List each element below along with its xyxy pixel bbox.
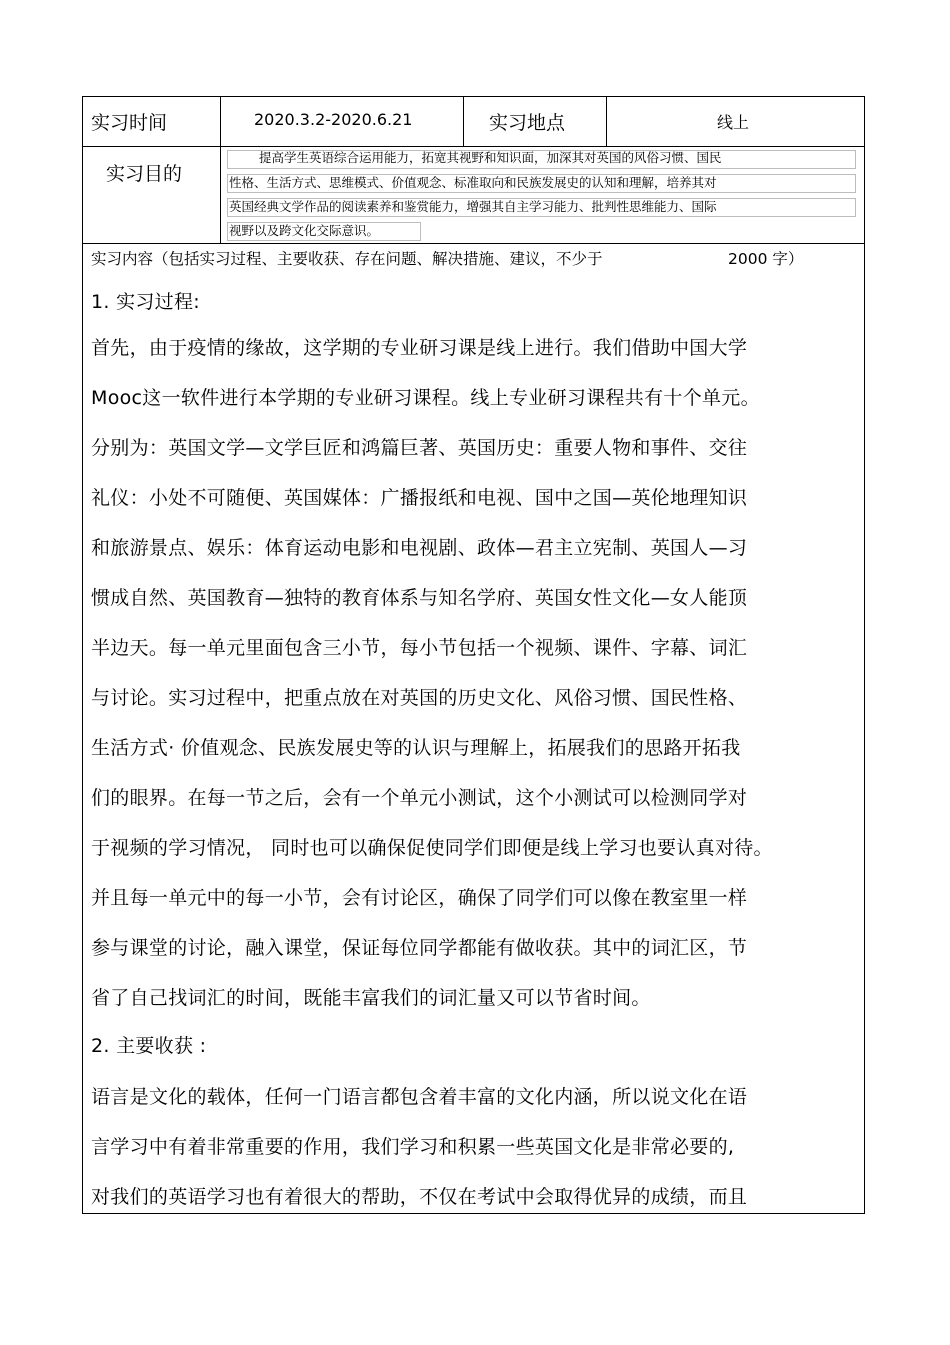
content-line: 于视频的学习情况， 同时也可以确保促使同学们即便是线上学习也要认真对待。 xyxy=(91,837,773,859)
row-divider xyxy=(83,146,864,147)
content-line: 省了自己找词汇的时间，既能丰富我们的词汇量又可以节省时间。 xyxy=(91,987,651,1009)
internship-place-label: 实习地点 xyxy=(489,112,566,134)
purpose-text-line: 性格、生活方式、思维模式、价值观念、标准取向和民族发展史的认知和理解，培养其对 xyxy=(229,175,717,190)
content-line: Mooc这一软件进行本学期的专业研习课程。线上专业研习课程共有十个单元。 xyxy=(91,387,760,409)
content-line: 并且每一单元中的每一小节，会有讨论区，确保了同学们可以像在教室里一样 xyxy=(91,887,748,909)
content-word-count: 2000 字） xyxy=(728,250,804,268)
content-line: 生活方式· 价值观念、民族发展史等的认识与理解上，拓展我们的思路开拓我 xyxy=(91,737,741,759)
content-line: 半边天。每一单元里面包含三小节，每小节包括一个视频、课件、字幕、词汇 xyxy=(91,637,748,659)
internship-time-label: 实习时间 xyxy=(91,112,168,134)
content-line: 惯成自然、英国教育—独特的教育体系与知名学府、英国女性文化—女人能顶 xyxy=(91,587,748,609)
content-line: 首先，由于疫情的缘故，这学期的专业研习课是线上进行。我们借助中国大学 xyxy=(91,337,748,359)
content-line: 分别为：英国文学—文学巨匠和鸿篇巨著、英国历史：重要人物和事件、交往 xyxy=(91,437,748,459)
content-heading xyxy=(91,247,804,269)
content-line: 语言是文化的载体，任何一门语言都包含着丰富的文化内涵，所以说文化在语 xyxy=(91,1086,748,1108)
content-line: 言学习中有着非常重要的作用，我们学习和积累一些英国文化是非常必要的, xyxy=(91,1136,735,1158)
content-line: 们的眼界。在每一节之后，会有一个单元小测试，这个小测试可以检测同学对 xyxy=(91,787,748,809)
purpose-text-line: 视野以及跨文化交际意识。 xyxy=(229,223,380,238)
row-divider xyxy=(83,243,864,244)
content-line: 和旅游景点、娱乐：体育运动电影和电视剧、政体—君主立宪制、英国人—习 xyxy=(91,537,748,559)
internship-purpose-label: 实习目的 xyxy=(106,163,183,185)
internship-time-value: 2020.3.2-2020.6.21 xyxy=(254,110,413,129)
purpose-text-line: 提高学生英语综合运用能力，拓宽其视野和知识面，加深其对英国的风俗习惯、国民 xyxy=(259,150,722,165)
internship-report-table xyxy=(82,96,865,1214)
column-divider xyxy=(463,97,464,146)
column-divider xyxy=(606,97,607,146)
content-line: 2. 主要收获 : xyxy=(91,1035,207,1057)
content-line: 参与课堂的讨论，融入课堂，保证每位同学都能有做收获。其中的词汇区，节 xyxy=(91,937,748,959)
column-divider xyxy=(220,97,221,243)
internship-place-value: 线上 xyxy=(717,113,750,132)
content-line: 对我们的英语学习也有着很大的帮助，不仅在考试中会取得优异的成绩，而且 xyxy=(91,1186,748,1208)
content-line: 与讨论。实习过程中，把重点放在对英国的历史文化、风俗习惯、国民性格、 xyxy=(91,687,748,709)
content-line: 1. 实习过程: xyxy=(91,291,200,313)
content-heading-text: 实习内容（包括实习过程、主要收获、存在问题、解决措施、建议，不少于 xyxy=(91,250,603,268)
content-line: 礼仪：小处不可随便、英国媒体：广播报纸和电视、国中之国—英伦地理知识 xyxy=(91,487,748,509)
purpose-text-line: 英国经典文学作品的阅读素养和鉴赏能力，增强其自主学习能力、批判性思维能力、国际 xyxy=(229,199,717,214)
